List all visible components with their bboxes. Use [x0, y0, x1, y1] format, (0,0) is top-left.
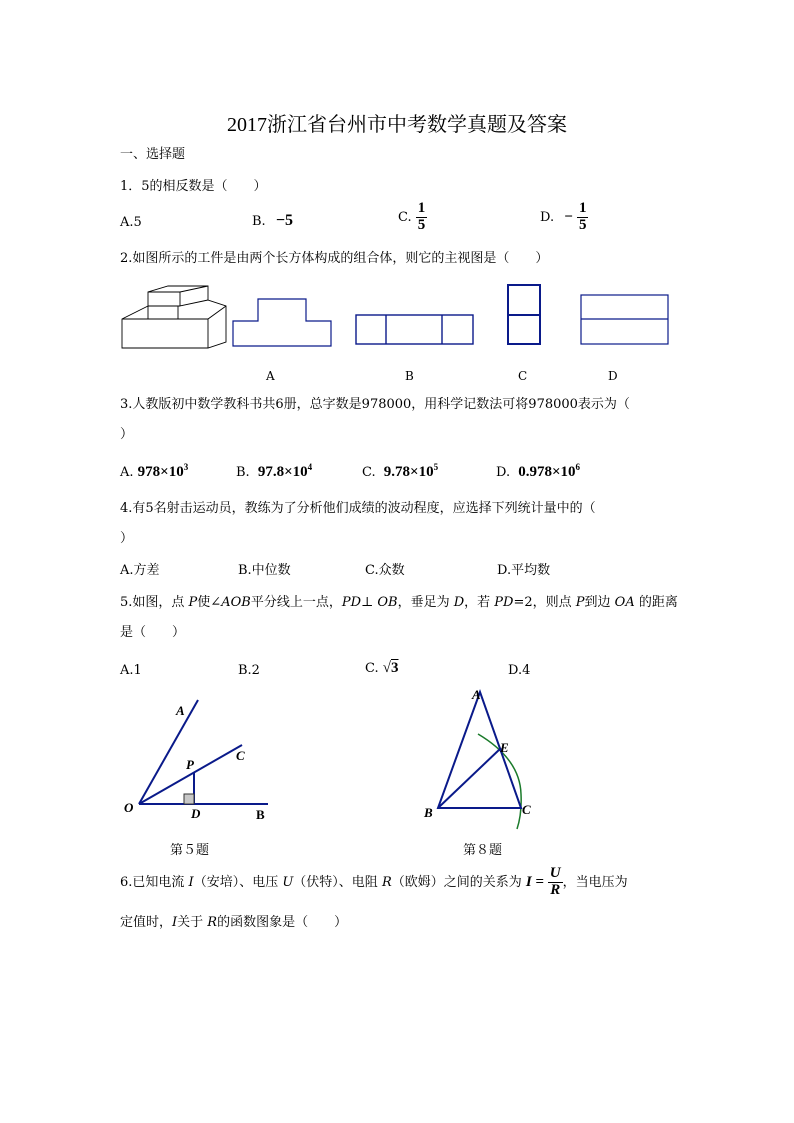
math-var-pd: PD [341, 595, 361, 610]
q3-option-b-label: B. [236, 465, 250, 480]
q1-option-d-sign: − [564, 208, 573, 225]
q3-option-a-value [138, 464, 189, 480]
stem-text: 6.已知电流 [120, 874, 189, 890]
math-var-d: D [453, 595, 465, 610]
math-var-r: R [381, 874, 392, 890]
fig5-label-p: P [186, 757, 194, 772]
q3-option-d-exponent: 6 [575, 462, 581, 472]
question-5-stem-line2: 是（ ） [120, 625, 186, 640]
figure-8-triangle [420, 684, 550, 834]
stem-text: 定值时， [120, 915, 173, 930]
fraction-numerator: U [549, 865, 561, 881]
page-title: 2017浙江省台州市中考数学真题及答案 [227, 114, 567, 136]
fraction-denominator: R [550, 881, 561, 898]
q2-option-b-figure [355, 314, 475, 346]
q2-label-c: C [518, 369, 528, 383]
math-var-u: U [282, 874, 294, 890]
q4-option-b: B.中位数 [238, 563, 291, 578]
q3-option-c [362, 463, 438, 480]
math-var-ob: OB [377, 595, 398, 610]
q4-option-c: C.众数 [365, 563, 405, 578]
formula-lhs: I [525, 873, 532, 890]
question-3-stem-line2: ） [120, 427, 134, 442]
fraction-numerator: 1 [417, 200, 426, 216]
stem-text: 到边 [584, 595, 615, 610]
fig5-label-d: D [191, 806, 201, 821]
question-2-stem: 2.如图所示的工件是由两个长方体构成的组合体，则它的主视图是（ ） [120, 251, 549, 266]
question-4-stem-line1: 4.有5名射击运动员，教练为了分析他们成绩的波动程度，应选择下列统计量中的（ [120, 501, 596, 516]
question-4-stem-line2: ） [120, 531, 134, 546]
q2-option-c-figure [507, 284, 543, 346]
math-var-aob: AOB [221, 595, 251, 610]
q3-option-b [236, 463, 312, 480]
q3-option-a-base: 978×10 [137, 464, 184, 480]
stem-text: （欧姆）之间的关系为 [391, 874, 526, 890]
question-6-stem-line2 [120, 916, 347, 929]
stem-text: 的距离 [634, 595, 678, 610]
stem-text: ，当电压为 [562, 874, 628, 890]
q1-option-b-value: −5 [275, 212, 293, 229]
stem-text: （伏特）、电阻 [293, 874, 382, 890]
stem-text: 关于 [177, 915, 208, 930]
q1-option-c-fraction [416, 201, 428, 234]
q1-option-d-label: D. [540, 209, 555, 225]
q5-option-a: A.1 [120, 663, 142, 678]
sqrt-symbol: √3 [382, 660, 399, 676]
q2-label-a: A [266, 369, 275, 383]
q5-option-c [365, 661, 399, 676]
fig5-label-a: A [176, 703, 185, 718]
q3-option-d-label: D. [496, 465, 511, 480]
stem-text: 的函数图象是（ ） [217, 915, 348, 930]
math-var-i: I [188, 874, 194, 890]
math-var-oa: OA [614, 595, 635, 610]
q1-option-d-fraction [577, 201, 589, 234]
stem-text: ⊥ [361, 595, 378, 610]
q3-option-a [120, 463, 188, 480]
fraction-denominator: 5 [417, 216, 426, 233]
q1-option-b [252, 213, 293, 229]
formula-fraction [548, 866, 563, 899]
q2-label-d: D [608, 369, 618, 383]
q2-label-b: B [405, 369, 414, 383]
q1-option-a: A.5 [120, 215, 142, 230]
stem-text: =2，则点 [513, 595, 576, 610]
q4-option-d: D.平均数 [497, 563, 551, 578]
sqrt-radicand: 3 [391, 660, 399, 676]
q3-option-d-base: 0.978×10 [518, 464, 576, 480]
stem-text: （安培）、电压 [193, 874, 283, 890]
q3-option-c-value [384, 464, 438, 480]
section-heading: 一、选择题 [120, 147, 186, 162]
q3-option-b-value [258, 464, 312, 480]
q3-option-d [496, 463, 580, 480]
q1-option-c-label: C. [398, 209, 412, 225]
fig8-label-b: B [424, 805, 433, 820]
q2-solid-figure [118, 284, 230, 350]
math-var-i: I [172, 915, 178, 930]
q5-option-c-label: C. [365, 661, 379, 676]
stem-text: 使∠ [197, 595, 222, 610]
q3-option-b-exponent: 4 [307, 462, 313, 472]
fig5-label-o: O [124, 800, 134, 815]
fraction-denominator: 5 [578, 216, 587, 233]
math-var-r: R [207, 915, 218, 930]
q3-option-c-base: 9.78×10 [383, 464, 434, 480]
q3-option-a-label: A. [120, 465, 134, 480]
q1-option-d [540, 201, 588, 234]
math-var-pd: PD [494, 595, 514, 610]
stem-text: ，垂足为 [397, 595, 454, 610]
q5-option-d: D.4 [508, 663, 531, 678]
q2-option-a-figure [232, 298, 332, 348]
q3-option-b-base: 97.8×10 [257, 464, 308, 480]
q3-option-c-label: C. [362, 465, 376, 480]
fig5-label-c: C [236, 748, 245, 763]
fig5-label-b: B [256, 807, 265, 822]
stem-text: ，若 [464, 595, 495, 610]
fig8-label-c: C [522, 802, 531, 817]
q3-option-d-value [518, 464, 580, 480]
fig8-label-a: A [472, 687, 481, 702]
fig8-label-e: E [500, 740, 509, 755]
q2-option-d-figure [580, 294, 670, 346]
question-6-stem-line1 [120, 866, 628, 899]
stem-text: 5.如图，点 [120, 595, 189, 610]
formula-equals: = [531, 873, 548, 890]
math-var-p: P [188, 595, 198, 610]
stem-text: 平分线上一点， [250, 595, 342, 610]
q1-option-c [398, 201, 427, 234]
figure-5-caption: 第５题 [170, 843, 210, 858]
figure-8-caption: 第８题 [463, 843, 503, 858]
q4-option-a: A.方差 [120, 563, 160, 578]
q3-option-c-exponent: 5 [433, 462, 439, 472]
figure-5-angle-bisector [120, 694, 280, 834]
fraction-numerator: 1 [578, 200, 587, 216]
question-3-stem-line1: 3.人教版初中数学教科书共6册，总字数是978000，用科学记数法可将978000表示为（ [120, 397, 630, 412]
question-5-stem-line1 [120, 596, 678, 609]
q5-option-b: B.2 [238, 663, 260, 678]
math-var-p: P [575, 595, 585, 610]
q3-option-a-exponent: 3 [183, 462, 189, 472]
q1-option-b-label: B. [252, 214, 266, 229]
question-1-stem: 1．5的相反数是（ ） [120, 179, 267, 194]
